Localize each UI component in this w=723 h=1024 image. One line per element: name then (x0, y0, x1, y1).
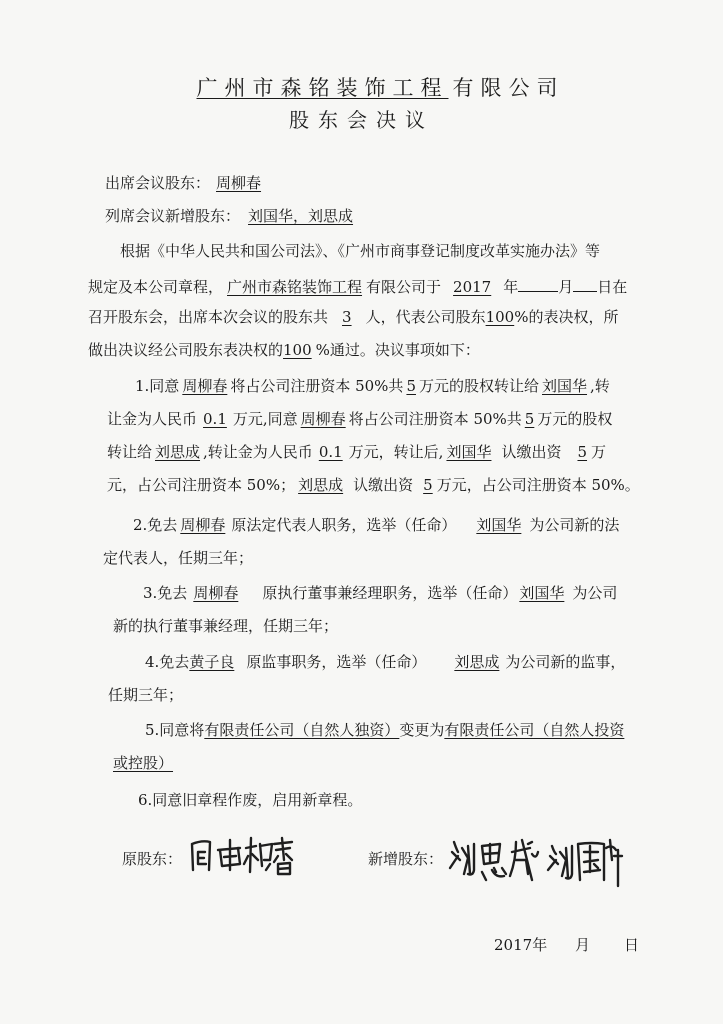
original-shareholder-label: 原股东： (122, 850, 183, 868)
original-shareholder-signature (186, 830, 296, 884)
item-text: 为公司新的监事， (505, 653, 626, 671)
removed-person: 黄子良 (189, 653, 235, 671)
item-text: 万元，转让后, (348, 443, 444, 461)
intro-line-2 (88, 273, 627, 298)
new-attending-names: 刘国华，刘思成 (248, 207, 354, 225)
blank-month (518, 273, 558, 292)
original-company-type: 有限责任公司（自然人独资） (204, 721, 400, 739)
capital-amount: 5 (577, 443, 588, 461)
new-company-type: 有限责任公司（自然人投资 (444, 721, 625, 739)
item-text: 认缴出资 (501, 443, 562, 461)
appointed-person: 刘国华 (476, 516, 522, 534)
new-shareholder-label: 新增股东： (368, 850, 444, 868)
document-title: 股东会决议 (289, 108, 434, 132)
item-1-line-2 (107, 408, 612, 430)
transferee-name: 刘思成 (155, 443, 201, 461)
intro-text: 月 (558, 278, 574, 296)
item-1-line-1 (135, 375, 610, 397)
item-1-line-3 (107, 441, 606, 463)
item-text: 认缴出资 (353, 476, 414, 494)
intro-text: 人，代表公司股东 (365, 308, 486, 326)
intro-line-1: 根据《中华人民共和国公司法》、《广州市商事登记制度改革实施办法》等 (120, 242, 601, 260)
item-text: 5.同意将 (145, 721, 205, 739)
item-text: 万元,同意 (232, 410, 298, 428)
intro-text: %的表决权，所 (514, 308, 619, 326)
item-4-line-1 (145, 651, 625, 673)
shareholder-count: 3 (342, 308, 352, 326)
meeting-year: 2017 (453, 278, 492, 296)
appointed-person: 刘思成 (454, 653, 500, 671)
capital-amount: 5 (423, 476, 433, 494)
intro-line-4 (88, 339, 480, 361)
item-text: 为公司 (572, 584, 618, 602)
new-shareholders-row (105, 205, 361, 227)
item-5-line-1 (145, 719, 624, 741)
item-text: 万 (591, 443, 607, 461)
item-text: 万元，占公司注册资本 50%。 (436, 476, 640, 494)
item-3-line-1 (143, 582, 617, 604)
item-text: 原执行董事兼经理职务，选举（任命） (262, 584, 518, 602)
blank-day (573, 273, 597, 292)
transfer-amount: 5 (406, 377, 416, 395)
item-2-line-2: 定代表人，任期三年； (103, 549, 254, 567)
company-name: 广州市森铭装饰工程 (196, 76, 449, 100)
item-4-line-2: 任期三年； (108, 686, 184, 704)
item-text: 万元的股权 (537, 410, 613, 428)
year-value: 2017 (494, 936, 533, 954)
intro-text: %通过。决议事项如下： (315, 341, 480, 359)
new-shareholder-signatures (446, 830, 626, 894)
approval-percent: 100 (283, 341, 312, 359)
attending-names: 周柳春 (216, 174, 262, 192)
item-text: 万元的股权转让给 (418, 377, 539, 395)
transfer-amount: 5 (524, 410, 535, 428)
shareholder-name: 刘国华 (446, 443, 492, 461)
item-text: 原监事职务，选举（任命） (246, 653, 427, 671)
item-5-line-2 (113, 752, 173, 774)
removed-person: 周柳春 (193, 584, 239, 602)
voting-percent: 100 (485, 308, 515, 326)
company-suffix: 有限公司 (452, 76, 565, 100)
item-text: ,转让金为人民币 (203, 443, 313, 461)
intro-text: 召开股东会，出席本次会议的股东共 (88, 308, 329, 326)
item-text: 让金为人民币 (107, 410, 198, 428)
transfer-price: 0.1 (318, 443, 343, 461)
intro-text: 规定及本公司章程， (88, 278, 224, 296)
new-company-type-cont: 或控股） (113, 754, 174, 772)
item-3-line-2: 新的执行董事兼经理，任期三年； (113, 617, 339, 635)
attending-label: 出席会议股东： (105, 174, 211, 192)
shareholder-name: 刘思成 (298, 476, 344, 494)
item-text: 1.同意 (135, 377, 180, 395)
item-2-line-1 (133, 514, 619, 536)
removed-person: 周柳春 (180, 516, 226, 534)
new-attending-label: 列席会议新增股东： (105, 207, 241, 225)
item-text: 3.免去 (143, 584, 188, 602)
date-day: 日 (624, 936, 640, 954)
item-text: 元，占公司注册资本 50%； (107, 476, 296, 494)
intro-text: 有限公司于 (366, 278, 442, 296)
transferee-name: 刘国华 (542, 377, 588, 395)
date-month: 月 (575, 936, 591, 954)
item-text: 将占公司注册资本 50%共 (230, 377, 404, 395)
date-year (494, 934, 547, 955)
intro-text: 日在 (597, 278, 628, 296)
item-text: 转让给 (107, 443, 153, 461)
intro-text: 做出决议经公司股东表决权的 (88, 341, 284, 359)
item-text: 原法定代表人职务，选举（任命） (231, 516, 457, 534)
intro-line-3 (88, 306, 618, 328)
transferor-name: 周柳春 (182, 377, 228, 395)
item-text: 为公司新的法 (529, 516, 620, 534)
company-title (0, 72, 723, 102)
attending-shareholders-row (105, 172, 267, 194)
transfer-price: 0.1 (203, 410, 227, 428)
item-6: 6.同意旧章程作废，启用新章程。 (138, 791, 363, 809)
intro-text: 年 (503, 278, 519, 296)
intro-company-name: 广州市森铭装饰工程 (227, 278, 363, 296)
item-text: 变更为 (399, 721, 445, 739)
transferor-name: 周柳春 (300, 410, 346, 428)
item-text: 将占公司注册资本 50%共 (348, 410, 522, 428)
appointed-person: 刘国华 (519, 584, 565, 602)
item-text: 2.免去 (133, 516, 178, 534)
year-unit: 年 (532, 936, 548, 954)
item-text: ,转 (590, 377, 610, 395)
item-1-line-4 (107, 474, 640, 496)
item-text: 4.免去 (145, 653, 190, 671)
